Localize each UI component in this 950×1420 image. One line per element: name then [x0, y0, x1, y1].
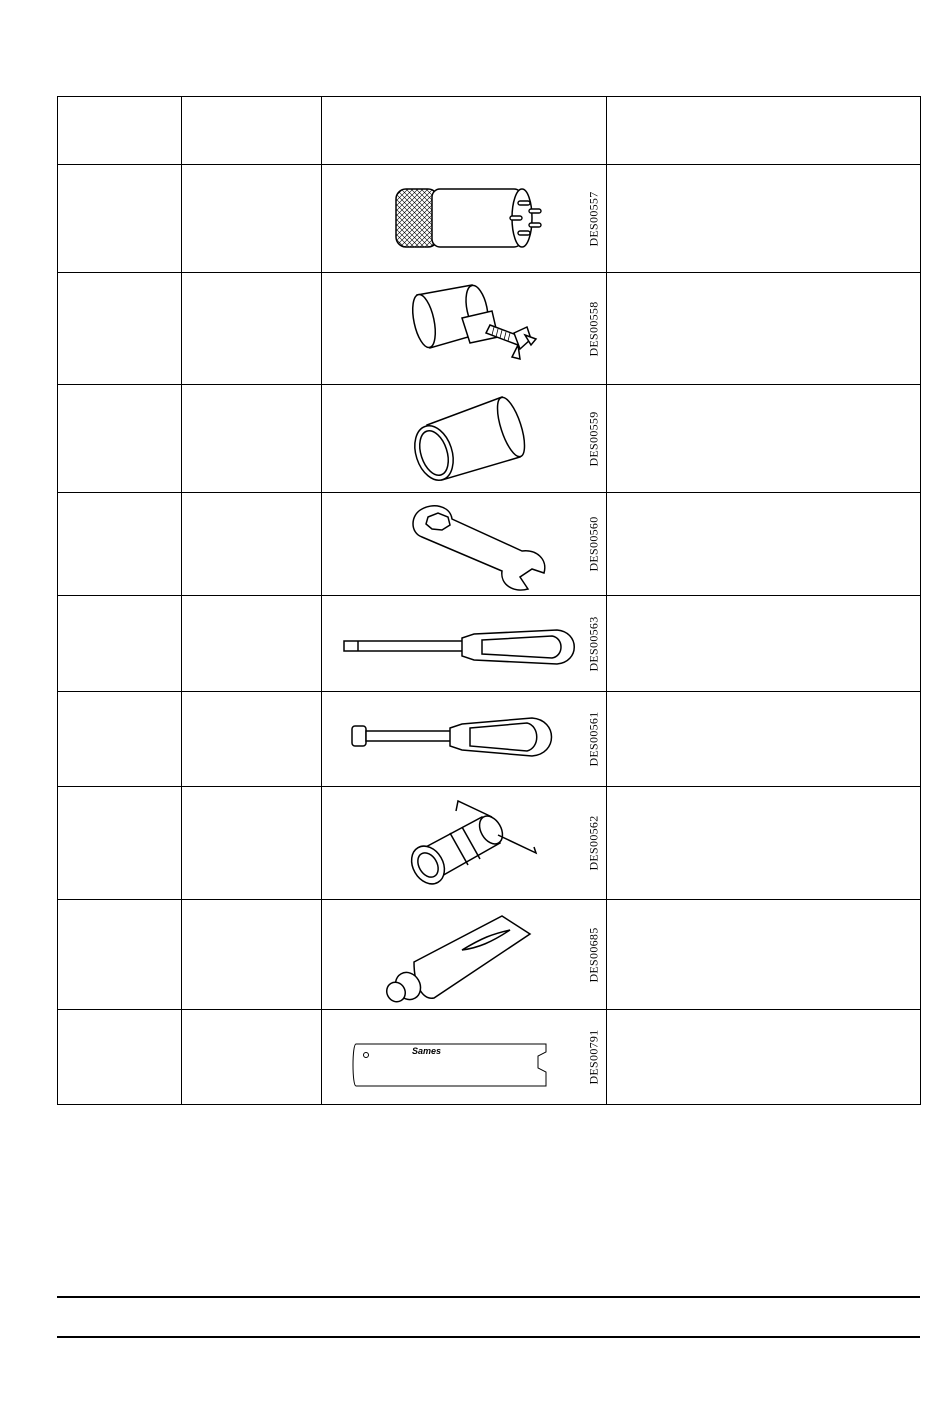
table-row: [58, 273, 921, 385]
header-cell: [607, 97, 921, 165]
header-cell: [58, 97, 182, 165]
knurled-connector-tool-icon: [322, 165, 607, 273]
drawing-code: DES00557: [586, 190, 601, 247]
table-row: [58, 692, 921, 787]
table-cell: [607, 787, 921, 900]
header-cell: [322, 97, 607, 165]
sames-logo: Sames: [412, 1046, 442, 1056]
table-row: [58, 1010, 921, 1105]
table-cell: [607, 493, 921, 596]
table-cell: [607, 692, 921, 787]
table-cell: [607, 273, 921, 385]
drawing-code: DES00562: [586, 815, 601, 871]
drawing-code: DES00559: [586, 410, 601, 467]
table-cell: [58, 692, 182, 787]
hex-ring-spanner-icon: [322, 493, 607, 596]
hex-screwdriver-icon: [322, 596, 607, 692]
table-cell: [182, 165, 322, 273]
table-cell: [58, 900, 182, 1010]
nut-driver-icon: [322, 692, 607, 787]
table-row: [58, 596, 921, 692]
footer-rule-top: [57, 1296, 920, 1298]
drawing-cell: [322, 1010, 607, 1105]
sleeve-tube-icon: [322, 385, 607, 493]
drawing-code: DES00560: [586, 516, 601, 572]
drawing-cell: [322, 273, 607, 385]
grease-tube-icon: [322, 900, 607, 1010]
table-row: [58, 787, 921, 900]
table-cell: [58, 1010, 182, 1105]
table-cell: [58, 787, 182, 900]
drawing-cell: [322, 787, 607, 900]
table-cell: [182, 596, 322, 692]
table-cell: [182, 900, 322, 1010]
table-cell: [607, 165, 921, 273]
tools-table: [57, 96, 921, 1105]
threaded-extractor-with-wingnut-icon: [322, 273, 607, 385]
pin-socket-tool-icon: [322, 787, 607, 900]
table-cell: [607, 385, 921, 493]
drawing-code: DES00563: [586, 615, 601, 672]
drawing-code: DES00558: [586, 300, 601, 357]
table-cell: [607, 596, 921, 692]
table-cell: [182, 787, 322, 900]
table-cell: [58, 385, 182, 493]
sames-flat-key-icon: [322, 1010, 607, 1105]
table-row: [58, 900, 921, 1010]
table-cell: [607, 900, 921, 1010]
table-header-row: [58, 97, 921, 165]
table-row: [58, 165, 921, 273]
table-row: [58, 385, 921, 493]
table-cell: [58, 273, 182, 385]
table-cell: [182, 273, 322, 385]
drawing-code: DES00685: [586, 926, 601, 983]
table-cell: [182, 493, 322, 596]
table-cell: [182, 385, 322, 493]
drawing-code: DES00791: [586, 1029, 601, 1085]
drawing-code: DES00561: [586, 711, 601, 767]
drawing-cell: [322, 385, 607, 493]
table-cell: [58, 165, 182, 273]
drawing-cell: [322, 692, 607, 787]
table-row: [58, 493, 921, 596]
drawing-cell: [322, 165, 607, 273]
footer-rule-bottom: [57, 1336, 920, 1338]
header-cell: [182, 97, 322, 165]
table-cell: [182, 692, 322, 787]
table-cell: [58, 596, 182, 692]
table-cell: [182, 1010, 322, 1105]
drawing-cell: [322, 493, 607, 596]
drawing-cell: [322, 900, 607, 1010]
table-cell: [607, 1010, 921, 1105]
drawing-cell: [322, 596, 607, 692]
table-cell: [58, 493, 182, 596]
